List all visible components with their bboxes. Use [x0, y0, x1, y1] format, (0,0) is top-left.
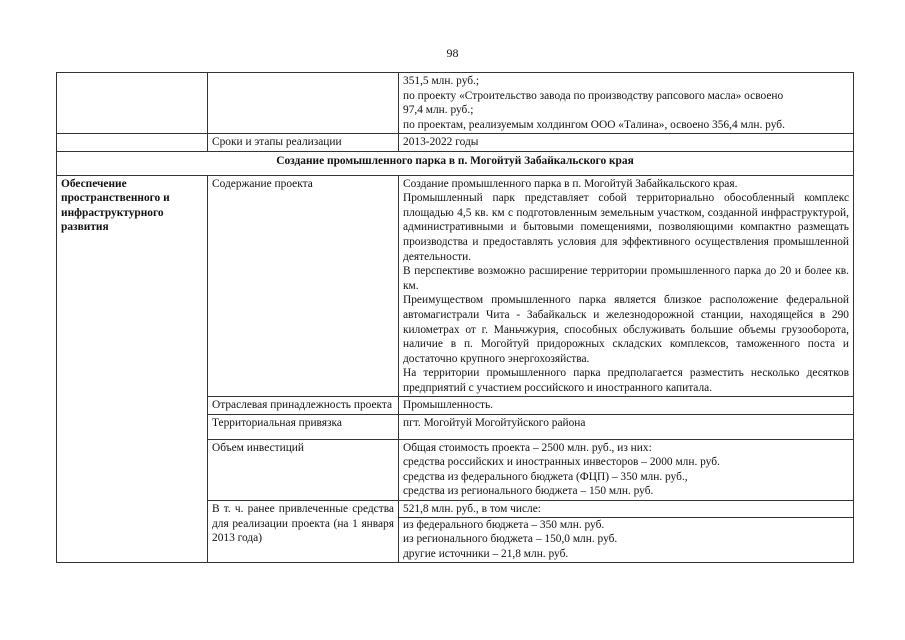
sector-value: Промышленность. [399, 397, 854, 415]
terms-label: Сроки и этапы реализации [208, 134, 399, 152]
text-line: из регионального бюджета – 150,0 млн. руб. [403, 533, 618, 546]
sector-label: Отраслевая принадлежность проекта [208, 397, 399, 415]
terms-value: 2013-2022 годы [399, 134, 854, 152]
table-row [57, 151, 854, 175]
text-line: средства из регионального бюджета – 150 млн. руб. [403, 485, 654, 498]
table-row [57, 175, 854, 397]
prior-funding-cell [399, 501, 854, 563]
paragraph: На территории промышленного парка предполагается разместить несколько десятков предприятий с участием российского и иностранного капитала. [403, 367, 849, 394]
territory-value: пгт. Могойтуй Могойтуйского района [399, 415, 854, 440]
empty-cell [208, 73, 399, 134]
continuation-cell [399, 73, 854, 134]
category-label: Обеспечение пространственного и инфраструктурного развития [57, 175, 208, 563]
text-line: другие источники – 21,8 млн. руб. [403, 547, 569, 560]
text-line: 97,4 млн. руб.; [403, 104, 474, 117]
text-line: средства российских и иностранных инвесторов – 2000 млн. руб. [403, 456, 720, 469]
text-line: по проекту «Строительство завода по производству рапсового масла» освоено [403, 89, 784, 102]
text-line: 351,5 млн. руб.; [403, 75, 480, 87]
empty-cell [57, 73, 208, 134]
text-line: из федерального бюджета – 350 млн. руб. [403, 518, 605, 531]
section-title: Создание промышленного парка в п. Могойтуй Забайкальского края [57, 151, 854, 175]
text-line: по проектам, реализуемым холдингом ООО «Талина», освоено 356,4 млн. руб. [403, 118, 785, 131]
content-label: Содержание проекта [208, 175, 399, 397]
text-line: 521,8 млн. руб., в том числе: [399, 502, 853, 518]
paragraph: Создание промышленного парка в п. Могойтуй Забайкальского края. [403, 177, 738, 190]
prior-funding-label: В т. ч. ранее привлеченные средства для реализации проекта (на 1 января 2013 года) [208, 501, 399, 563]
page-number: 98 [446, 46, 459, 60]
paragraph: В перспективе возможно расширение территории промышленного парка до 20 и более кв. км. [403, 265, 849, 292]
text-line: Общая стоимость проекта – 2500 млн. руб., из них: [403, 441, 652, 454]
empty-cell [57, 134, 208, 152]
text-line: средства из федерального бюджета (ФЦП) – 350 млн. руб., [403, 470, 688, 483]
paragraph: Преимуществом промышленного парка является близкое расположение федеральной автомагистрали Чита - Забайкальск и железнодорожной станции, находящейся в 290 километрах от г. Маньчжурия, способных обслуживать большие объемы грузооборота, наличие в п. Могойтуй придорожных складских комплексов, таможенного поста и достаточно крупного энергохозяйства. [403, 294, 849, 365]
project-table [56, 72, 854, 563]
table-row [57, 73, 854, 134]
investment-label: Объем инвестиций [208, 439, 399, 500]
investment-cell [399, 439, 854, 500]
table-row [57, 134, 854, 152]
territory-label: Территориальная привязка [208, 415, 399, 440]
paragraph: Промышленный парк представляет собой территориально обособленный комплекс площадью 4,5 кв. км с подготовленным земельным участком, созданной инфраструктурой, административными и бытовыми помещениями, позволяющими компактно размещать производства и предоставлять условия для эффективного осуществления промышленной деятельности. [403, 192, 849, 263]
content-cell [399, 175, 854, 397]
